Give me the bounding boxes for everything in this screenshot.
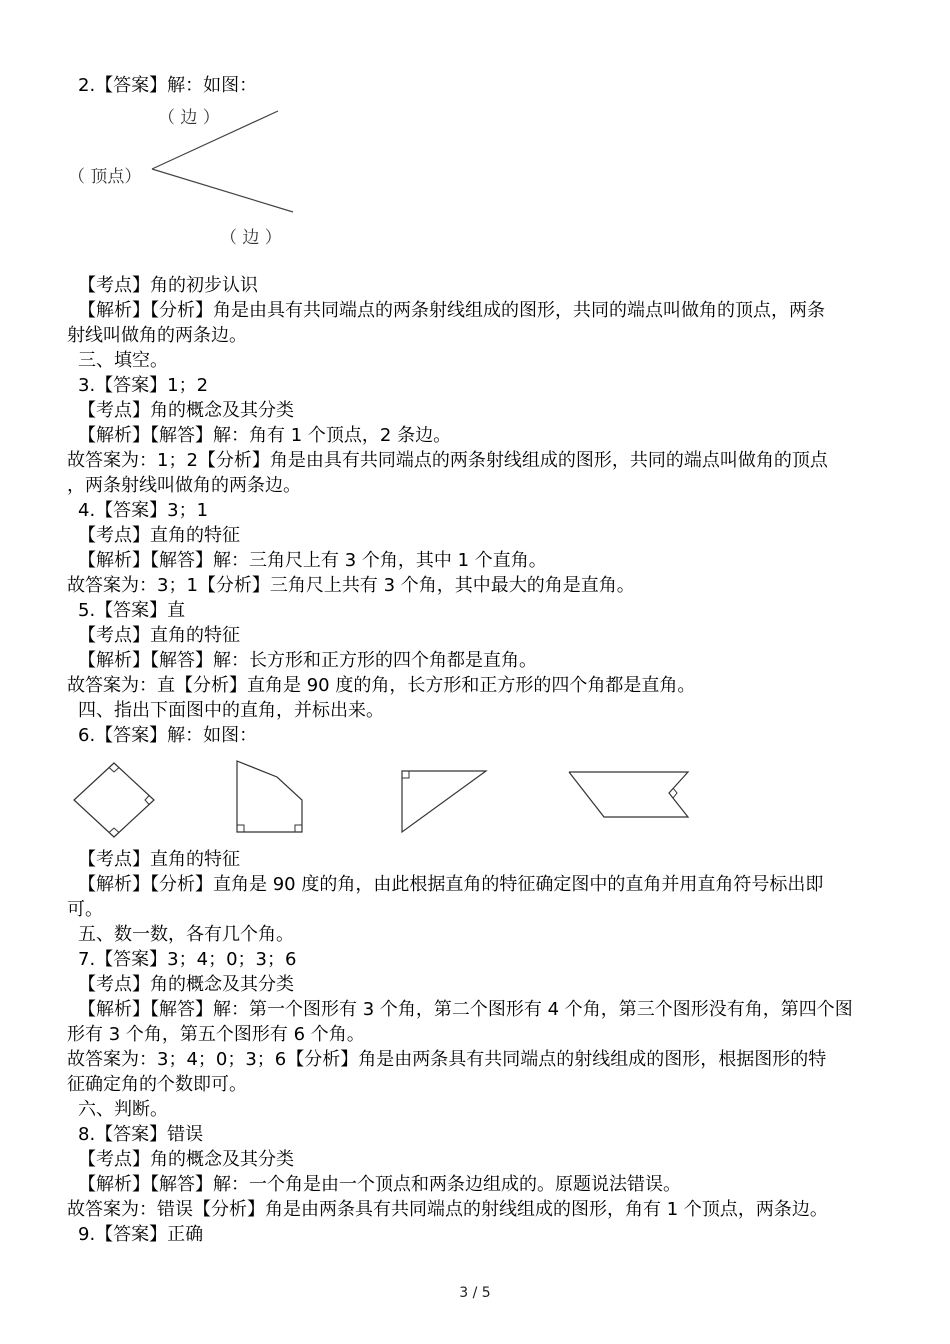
- q6-answer: 6.【答案】解：如图：: [78, 725, 258, 746]
- page-number: 3 / 5: [459, 1285, 491, 1301]
- q5-answer: 5.【答案】直: [78, 600, 186, 621]
- q3-answer: 3.【答案】1；2: [78, 375, 209, 396]
- q4-kaodian: 【考点】直角的特征: [78, 525, 240, 546]
- pentagon-shape: [237, 761, 302, 832]
- q3-kaodian: 【考点】角的概念及其分类: [78, 400, 294, 421]
- q7-answer: 7.【答案】3；4；0；3；6: [78, 949, 297, 970]
- rotated-square-shape: [74, 763, 154, 837]
- section-4-heading: 四、指出下面图中的直角，并标出来。: [78, 700, 384, 721]
- vertex-label: （ 顶点）: [68, 167, 142, 187]
- q8-answer: 8.【答案】错误: [78, 1124, 204, 1145]
- q5-kaodian: 【考点】直角的特征: [78, 625, 240, 646]
- section-3-heading: 三、填空。: [78, 350, 168, 371]
- q5-jiexi: 【解析】【解答】解：长方形和正方形的四个角都是直角。: [78, 650, 537, 671]
- notched-parallelogram-shape: [569, 772, 688, 817]
- section-5-heading: 五、数一数，各有几个角。: [78, 924, 294, 945]
- q2-answer: 2.【答案】解：如图：: [78, 75, 258, 96]
- q9-answer: 9.【答案】正确: [78, 1224, 204, 1245]
- q8-kaodian: 【考点】角的概念及其分类: [78, 1149, 294, 1170]
- q6-jiexi-1: 【解析】【分析】直角是 90 度的角，由此根据直角的特征确定图中的直角并用直角符号标出即: [78, 874, 824, 895]
- angle-edge-bottom: [152, 169, 293, 212]
- q7-conclusion-2: 征确定角的个数即可。: [67, 1074, 247, 1095]
- q6-kaodian: 【考点】直角的特征: [78, 849, 240, 870]
- section-6-heading: 六、判断。: [78, 1099, 168, 1120]
- q8-jiexi: 【解析】【解答】解：一个角是由一个顶点和两条边组成的。原题说法错误。: [78, 1174, 681, 1195]
- edge-label-bottom: （ 边 ）: [220, 228, 282, 248]
- right-angle-figures: [68, 755, 708, 845]
- q3-conclusion-2: ，两条射线叫做角的两条边。: [67, 475, 301, 496]
- right-triangle-shape: [402, 771, 486, 832]
- q7-conclusion-1: 故答案为：3；4；0；3；6【分析】角是由两条具有共同端点的射线组成的图形，根据图形的特: [67, 1049, 827, 1070]
- edge-label-top: （ 边 ）: [158, 108, 220, 128]
- q3-conclusion-1: 故答案为：1；2【分析】角是由具有共同端点的两条射线组成的图形，共同的端点叫做角的顶点: [67, 450, 828, 471]
- q4-conclusion: 故答案为：3；1【分析】三角尺上共有 3 个角，其中最大的角是直角。: [67, 575, 635, 596]
- q3-jiexi: 【解析】【解答】解：角有 1 个顶点，2 条边。: [78, 425, 452, 446]
- q2-jiexi-2: 射线叫做角的两条边。: [67, 325, 247, 346]
- q7-jiexi-2: 形有 3 个角，第五个图形有 6 个角。: [67, 1024, 365, 1045]
- q2-jiexi-1: 【解析】【分析】角是由具有共同端点的两条射线组成的图形，共同的端点叫做角的顶点，两条: [78, 300, 825, 321]
- q6-jiexi-2: 可。: [67, 899, 103, 920]
- q2-kaodian: 【考点】角的初步认识: [78, 275, 258, 296]
- q7-jiexi-1: 【解析】【解答】解：第一个图形有 3 个角，第二个图形有 4 个角，第三个图形没有角，第四个图: [78, 999, 853, 1020]
- angle-figure: [60, 100, 380, 250]
- q8-conclusion: 故答案为：错误【分析】角是由两条具有共同端点的射线组成的图形，角有 1 个顶点，两条边。: [67, 1199, 828, 1220]
- q4-answer: 4.【答案】3；1: [78, 500, 209, 521]
- q7-kaodian: 【考点】角的概念及其分类: [78, 974, 294, 995]
- q5-conclusion: 故答案为：直【分析】直角是 90 度的角，长方形和正方形的四个角都是直角。: [67, 675, 696, 696]
- q4-jiexi: 【解析】【解答】解：三角尺上有 3 个角，其中 1 个直角。: [78, 550, 547, 571]
